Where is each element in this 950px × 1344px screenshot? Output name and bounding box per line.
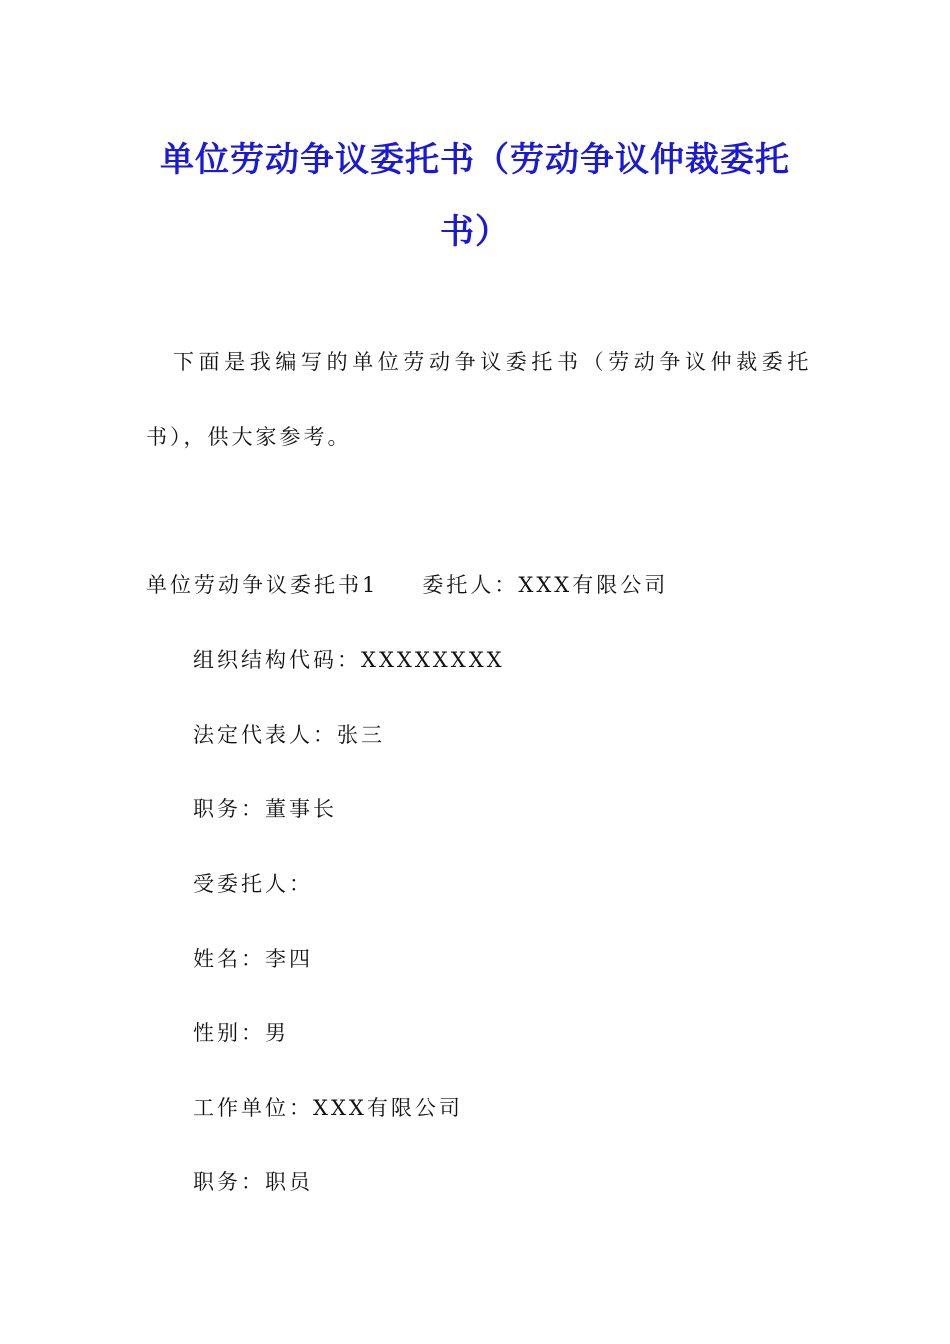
- field-agent-position: 职务：职员: [193, 1170, 313, 1194]
- field-representative-position: 职务：董事长: [193, 797, 337, 821]
- field-legal-representative: 法定代表人：张三: [193, 723, 385, 747]
- document-heading: 单位劳动争议委托书1: [146, 573, 379, 597]
- document-heading-line: [146, 569, 668, 599]
- intro-paragraph-line-1: 下面是我编写的单位劳动争议委托书（劳动争议仲裁委托: [173, 350, 813, 374]
- principal-field: 委托人：XXX有限公司: [422, 573, 669, 597]
- document-title-line-1: 单位劳动争议委托书（劳动争议仲裁委托: [160, 140, 790, 180]
- document-title-line-2: 书）: [440, 212, 510, 252]
- field-agent-gender: 性别：男: [193, 1021, 289, 1045]
- field-org-code: 组织结构代码：XXXXXXXX: [193, 648, 505, 672]
- field-agent-name: 姓名：李四: [193, 947, 313, 971]
- field-agent-heading: 受委托人：: [193, 872, 313, 896]
- intro-paragraph-line-2: 书），供大家参考。: [146, 425, 352, 449]
- field-agent-employer: 工作单位：XXX有限公司: [193, 1096, 463, 1120]
